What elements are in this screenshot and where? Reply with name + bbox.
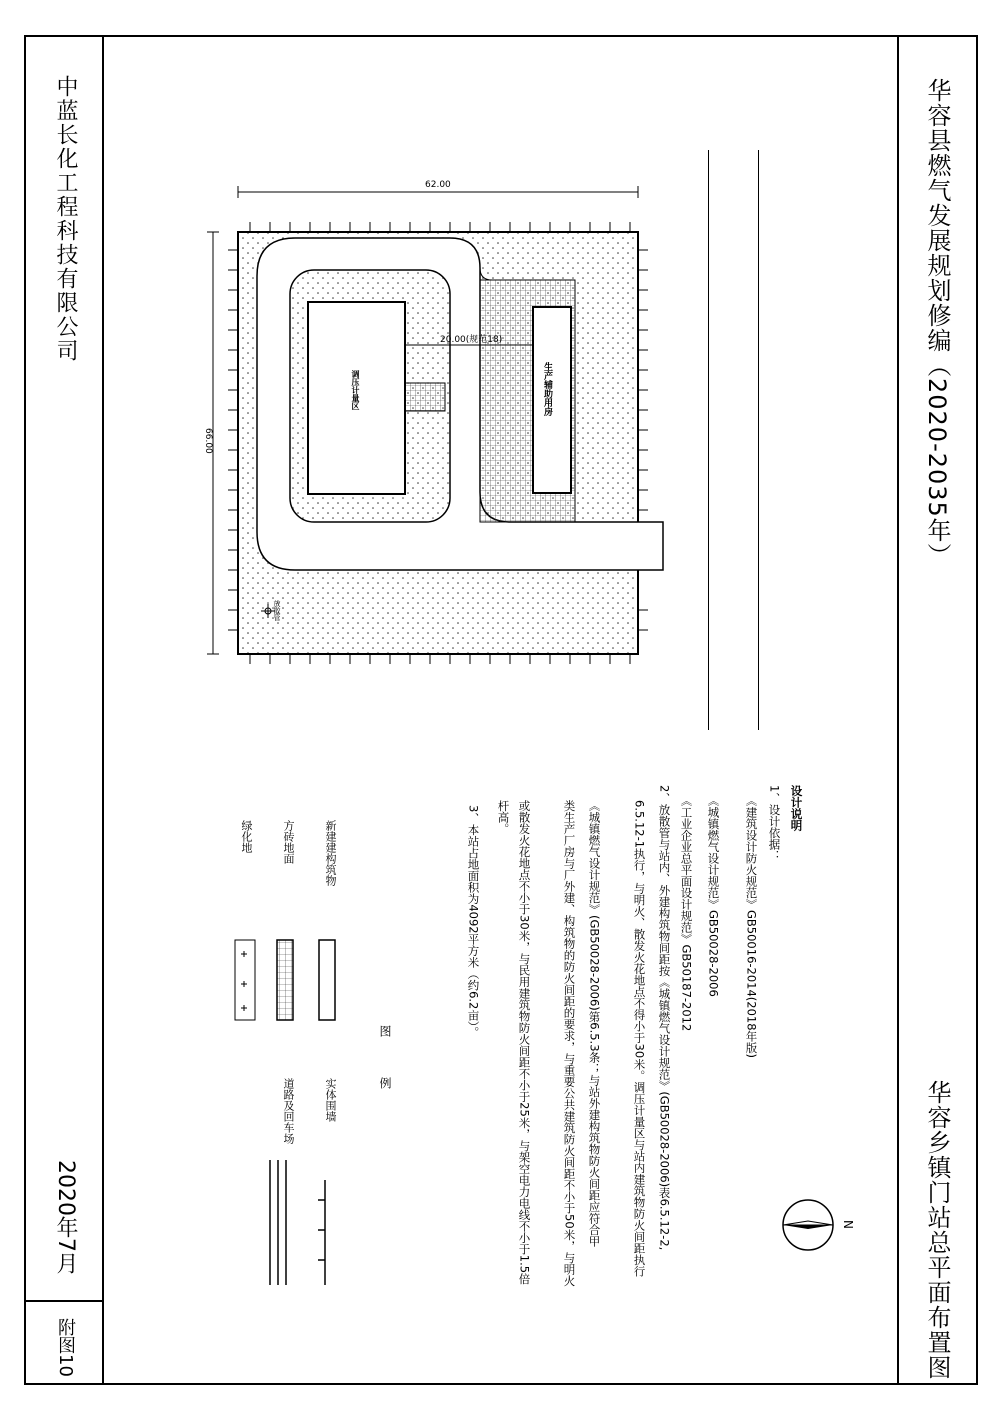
paved-connector (405, 383, 445, 411)
legend-green-label: 绿化地 (240, 820, 253, 853)
legend-new-building-swatch (319, 940, 335, 1020)
notes-item2-line3: 《城镇燃气设计规范》(GB50028-2006)第6.5.3条；与站外建构筑物防火间距应符合甲 (587, 800, 602, 1248)
dim-spacing-label: 20.00(规范18) (440, 335, 503, 345)
legend-paved-label: 方砖地面 (282, 820, 295, 864)
notes-basis3: 《工业企业总平面设计规范》GB50187-2012 (679, 795, 694, 1032)
notes-heading: 设计说明 (789, 785, 804, 831)
wall-ticks-right (638, 250, 648, 630)
building-auxiliary-label: 生产辅助用房 (542, 362, 552, 416)
notes-item2-line4: 类生产厂房与厂外建、构筑物的防火间距的要求，与重要公共建筑防火间距不小于50米，与明火 (562, 800, 577, 1287)
notes-basis2: 《城镇燃气设计规范》GB50028-2006 (706, 795, 721, 997)
figure-number: 附图10 (55, 1318, 76, 1377)
legend-road-swatch (270, 1160, 286, 1285)
wall-ticks-left (228, 250, 238, 630)
legend-paved-swatch (277, 940, 293, 1020)
right-strip-divider (897, 35, 899, 1383)
building-metering-label: 调压计量区 (351, 370, 360, 410)
notes-item3: 3、本站占地面积为4092平方米（约6.2亩）。 (466, 805, 481, 1039)
left-strip-divider (102, 35, 104, 1383)
notes-basis1: 《建筑设计防火规范》GB50016-2014(2018年版) (744, 795, 759, 1059)
drawing-title: 华容乡镇门站总平面布置图 (923, 1080, 951, 1380)
legend-title: 图 例 (378, 1025, 392, 1107)
wall-ticks-bottom (250, 654, 630, 664)
figno-divider (24, 1300, 104, 1302)
legend-wall-label: 实体围墙 (324, 1078, 337, 1122)
site-plan (195, 170, 785, 690)
notes-item2-line6: 杆高。 (496, 800, 511, 835)
vent-stack-label: 放散管 (273, 600, 281, 621)
legend-wall-swatch (318, 1180, 325, 1285)
dim-width-label: 62.00 (425, 180, 451, 190)
wall-ticks-top (250, 222, 630, 232)
drawing-date: 2020年7月 (53, 1160, 78, 1274)
notes-item2-line2: 6.5.12-1执行，与明火、散发火花地点不得小于30米。调压计量区与站内建筑物防火间距执行 (632, 800, 647, 1277)
main-title: 华容县燃气发展规划修编（2020-2035年） (923, 78, 951, 568)
legend-road-label: 道路及回车场 (282, 1078, 295, 1144)
dim-height-label: 66.00 (203, 428, 213, 454)
notes-item2-line1: 2、放散管与站内、外建构筑物间距按《城镇燃气设计规范》(GB50028-2006)表6.5.12-2, (657, 785, 672, 1251)
legend-new-building-label: 新建建构筑物 (324, 820, 337, 886)
north-label: N (841, 1220, 855, 1229)
notes-item1: 1、设计依据： (767, 785, 782, 862)
north-arrow-icon (778, 1195, 838, 1255)
legend-symbols (225, 930, 355, 1290)
text-line-2 (708, 150, 709, 730)
company-name: 中蓝长化工程科技有限公司 (53, 75, 78, 363)
notes-item2-line5: 或散发火花地点不小于30米，与民用建筑物防火间距不小于25米，与架空电力电线不小于1.5倍 (517, 800, 532, 1285)
text-line-1 (758, 150, 759, 730)
